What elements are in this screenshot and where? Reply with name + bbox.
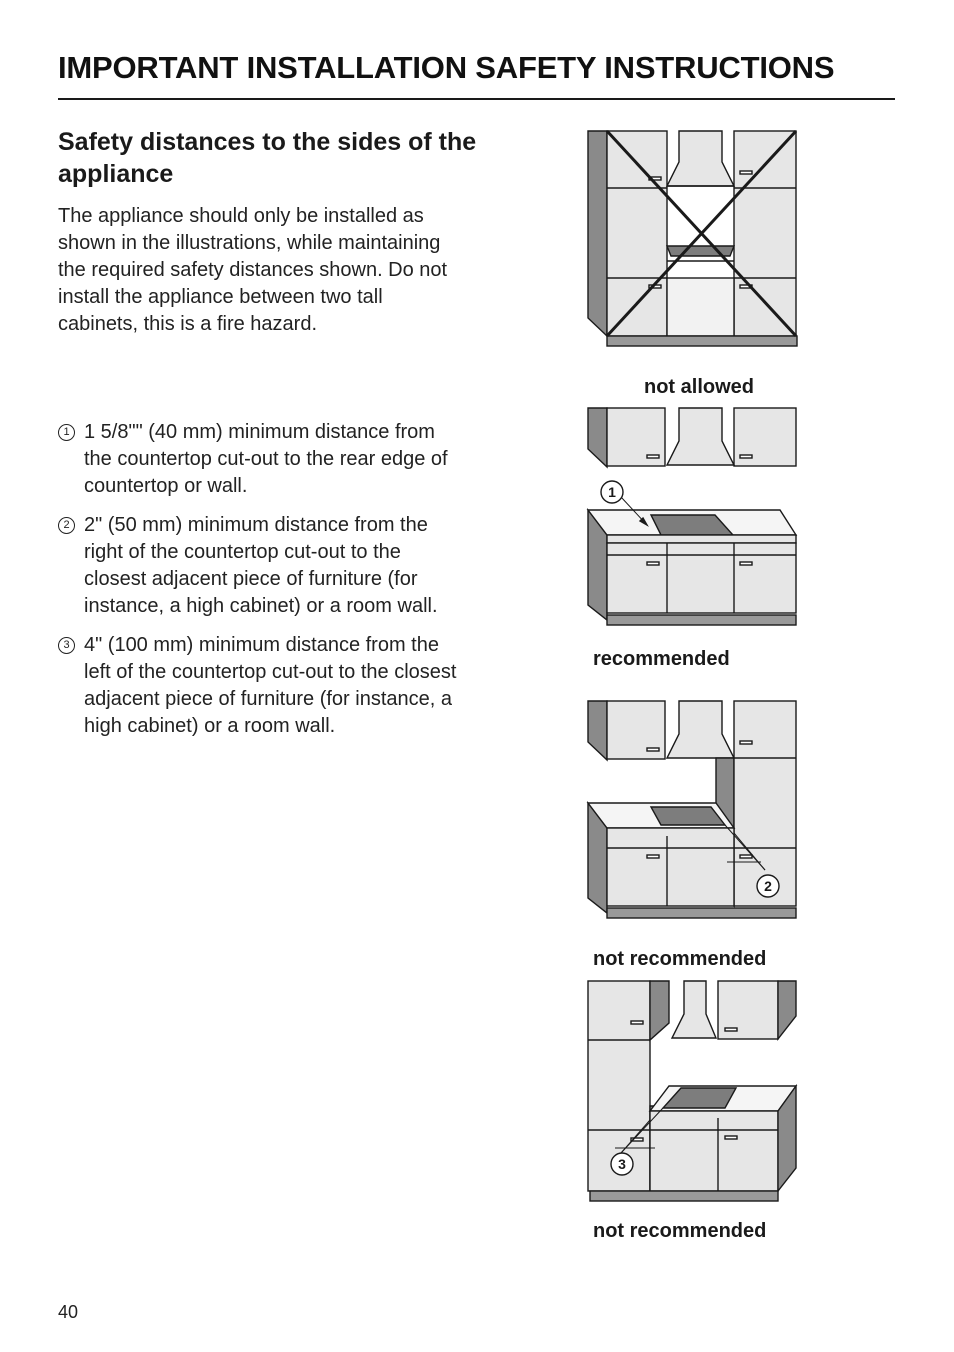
- distance-list: [58, 419, 458, 752]
- header-rule: [58, 98, 895, 100]
- marker-3-label: 3: [618, 1156, 626, 1172]
- section-heading: Safety distances to the sides of the appliance: [58, 128, 477, 188]
- distance-text-1: 1 5/8"" (40 mm) minimum distance from the countertop cut-out to the rear edge of countertop or wall.: [84, 421, 448, 497]
- caption-not-recommended-2: not recommended: [593, 1220, 767, 1242]
- distance-item-3: [58, 632, 458, 740]
- number-circle-1: 1: [58, 424, 75, 441]
- distance-text-2: 2" (50 mm) minimum distance from the right of the countertop cut-out to the closest adjacent piece of furniture (for instance, a high cabinet) or a room wall.: [84, 514, 438, 617]
- marker-2-label: 2: [764, 878, 772, 894]
- number-circle-3: 3: [58, 637, 75, 654]
- page-title: IMPORTANT INSTALLATION SAFETY INSTRUCTIONS: [58, 50, 835, 85]
- page-number: 40: [58, 1302, 79, 1322]
- figure-not-recommended-left: [585, 978, 801, 1206]
- marker-1-label: 1: [608, 484, 616, 500]
- intro-paragraph: The appliance should only be installed as shown in the illustrations, while maintaining the required safety distances shown. Do not install the appliance between two tall cabinets, this is a fire hazard.: [58, 205, 448, 335]
- number-circle-2: 2: [58, 517, 75, 534]
- figure-recommended: [585, 405, 801, 630]
- figure-not-allowed: [585, 128, 801, 350]
- caption-not-allowed: not allowed: [644, 376, 754, 398]
- distance-item-2: [58, 512, 458, 620]
- figure-not-recommended-right: [585, 698, 801, 923]
- distance-item-1: [58, 419, 458, 500]
- distance-text-3: 4" (100 mm) minimum distance from the left of the countertop cut-out to the closest adjacent piece of furniture (for instance, a high cabinet) or a room wall.: [84, 634, 457, 737]
- caption-not-recommended-1: not recommended: [593, 948, 767, 970]
- caption-recommended: recommended: [593, 648, 730, 670]
